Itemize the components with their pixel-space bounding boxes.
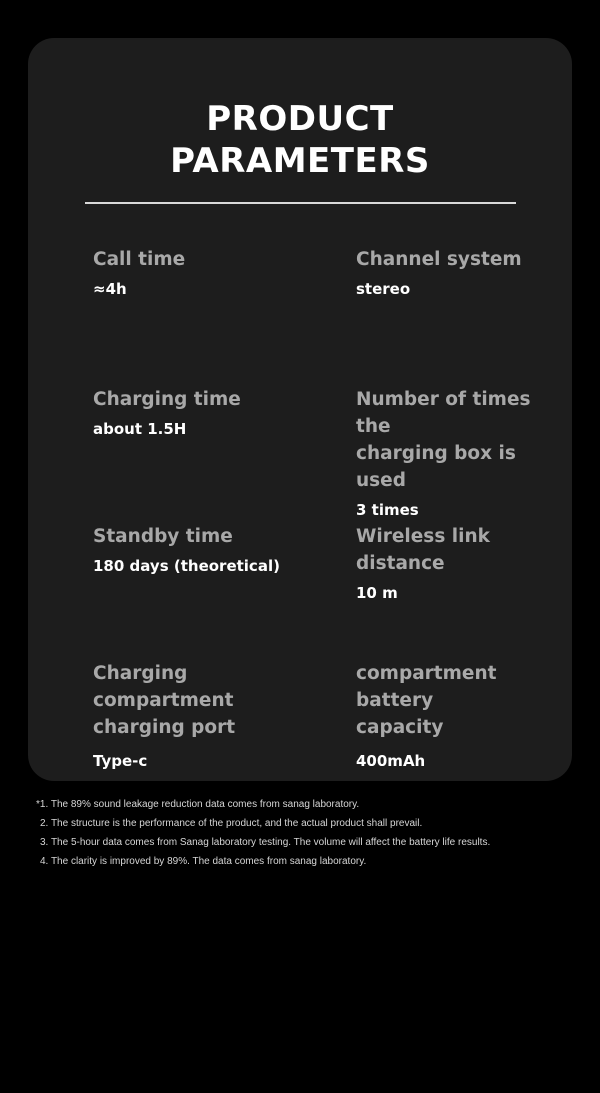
footnote: 3. The 5-hour data comes from Sanag laboratory testing. The volume will affect the battery life results.: [40, 837, 491, 848]
param-value: about 1.5H: [93, 420, 187, 438]
param-value: 3 times: [356, 501, 419, 519]
param-label: Call time: [93, 249, 186, 270]
param-label: Channel system: [356, 249, 522, 270]
footnote: 4. The clarity is improved by 89%. The data comes from sanag laboratory.: [40, 856, 367, 867]
param-channel-system: [356, 246, 571, 299]
title-divider: [85, 202, 516, 204]
param-value: Type-c: [93, 752, 148, 770]
param-label: Wireless link distance: [356, 526, 490, 574]
param-value: 180 days (theoretical): [93, 557, 280, 575]
param-label: Charging time: [93, 389, 241, 410]
param-standby-time: [93, 523, 333, 576]
title-line-2: PARAMETERS: [170, 141, 430, 181]
footnotes: [36, 795, 576, 871]
param-value: stereo: [356, 280, 411, 298]
footnote: *1. The 89% sound leakage reduction data comes from sanag laboratory.: [36, 799, 360, 810]
param-label: Number of times the charging box is used: [356, 389, 531, 491]
footnote: 2. The structure is the performance of the product, and the actual product shall prevail.: [40, 818, 423, 829]
param-label: Charging compartment charging port: [93, 663, 236, 738]
param-value: ≈4h: [93, 280, 127, 298]
title-line-1: PRODUCT: [206, 99, 394, 139]
param-charging-time: [93, 386, 333, 439]
param-label: Standby time: [93, 526, 233, 547]
param-label: compartment battery capacity: [356, 663, 497, 738]
param-charging-box-uses: [356, 386, 571, 520]
param-charging-port: [93, 660, 333, 771]
page-title: [0, 98, 600, 182]
param-battery-capacity: [356, 660, 571, 771]
param-call-time: [93, 246, 333, 299]
param-value: 10 m: [356, 584, 398, 602]
param-value: 400mAh: [356, 752, 426, 770]
param-wireless-distance: [356, 523, 571, 603]
